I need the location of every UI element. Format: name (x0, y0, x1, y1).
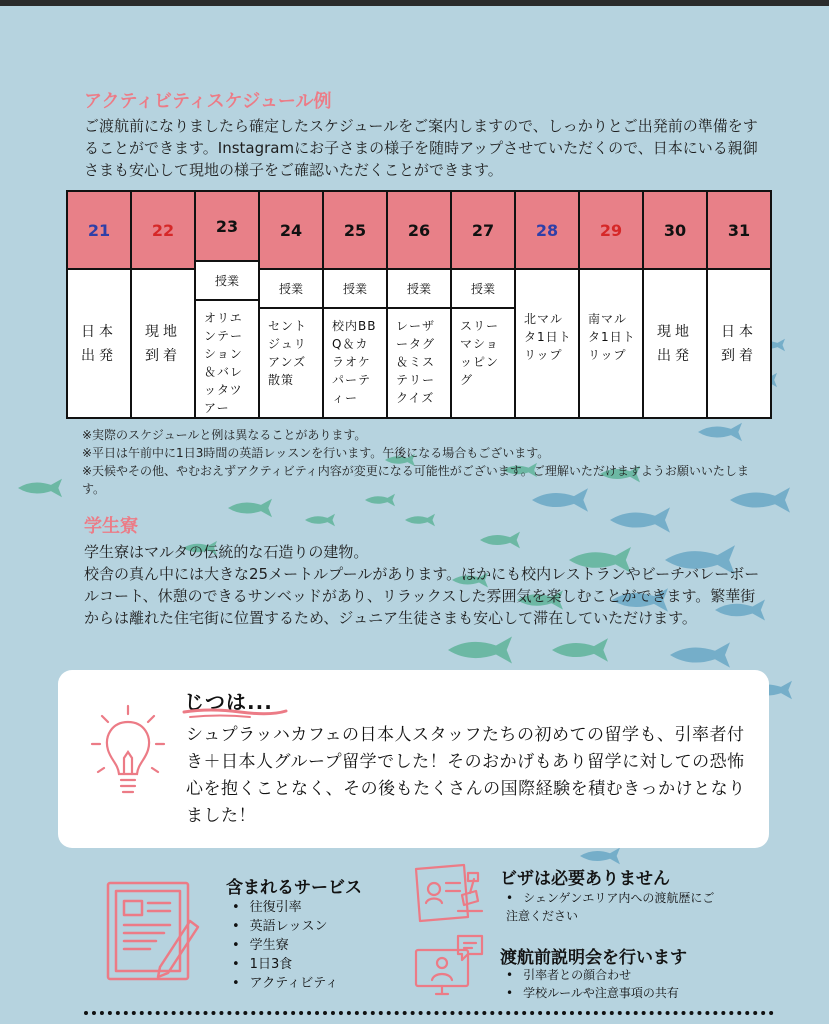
schedule-day-body (644, 270, 706, 417)
fish-icon (18, 479, 62, 497)
included-services-title: 含まれるサービス (226, 878, 362, 898)
schedule-column (324, 192, 388, 417)
schedule-activity: オリエンテーション＆バレッタツアー (204, 311, 244, 415)
dorm-line-2: 校舎の真ん中には大きな25メートルプールがあります。ほかにも校内レストランやビーチバレーボールコート、休憩のできるサンベッドがあり、リラックスした雰囲気を楽しむことができます。繁華街からは離れた住宅街に位置するため、ジュニア生徒さまも安心して滞在していただけます。 (84, 565, 760, 627)
fish-icon (580, 848, 620, 865)
schedule-lesson-label: 授業 (260, 270, 322, 309)
list-item: • アクティビティ (232, 974, 338, 993)
schedule-day-header: 22 (132, 192, 194, 270)
note-line: ※平日は午前中に1日3時間の英語レッスンを行います。午後になる場合もございます。 (82, 446, 550, 460)
schedule-day-header: 31 (708, 192, 770, 270)
schedule-activity: セントジュリアンズ散策 (268, 319, 308, 387)
schedule-day-header: 21 (68, 192, 130, 270)
schedule-day-header: 29 (580, 192, 642, 270)
list-item: • 引率者との顔合わせ (506, 966, 679, 984)
schedule-day-body (68, 270, 130, 417)
passport-stamp-icon (412, 861, 486, 927)
schedule-day-header: 23 (196, 192, 258, 262)
schedule-day-header: 24 (260, 192, 322, 270)
fish-icon (610, 507, 670, 532)
schedule-column (580, 192, 644, 417)
schedule-day-body (452, 270, 514, 417)
document-pen-icon (104, 877, 202, 987)
schedule-lesson-label: 授業 (388, 270, 450, 309)
schedule-activity: 日本到着 (721, 323, 757, 364)
schedule-column (388, 192, 452, 417)
fish-icon (228, 499, 272, 517)
briefing-title: 渡航前説明会を行います (500, 948, 687, 968)
visa-title: ビザは必要ありません (500, 869, 670, 889)
schedule-column (260, 192, 324, 417)
schedule-activity: レーザータグ＆ミステリークイズ (396, 319, 436, 405)
schedule-activity: 南マルタ1日トリップ (588, 312, 636, 362)
schedule-column (196, 192, 260, 417)
video-call-icon (412, 932, 486, 998)
schedule-column (708, 192, 770, 417)
schedule-lesson-label: 授業 (452, 270, 514, 309)
list-item: • 1日3食 (232, 955, 338, 974)
fish-icon (305, 514, 335, 527)
list-item: • 学校ルールや注意事項の共有 (506, 984, 679, 1002)
underline-squiggle-icon (180, 706, 290, 720)
schedule-column (68, 192, 132, 417)
schedule-column (516, 192, 580, 417)
schedule-section-title: アクティビティスケジュール例 (84, 91, 332, 112)
list-item: • 英語レッスン (232, 917, 338, 936)
schedule-activity: 日本出発 (81, 323, 117, 364)
schedule-lesson-label: 授業 (324, 270, 386, 309)
schedule-activity: 現地到着 (145, 323, 181, 364)
schedule-column (452, 192, 516, 417)
schedule-day-body (580, 270, 642, 417)
list-item: • シェンゲンエリア内への渡航歴にご注意ください (506, 889, 716, 925)
fish-icon (405, 514, 435, 527)
schedule-day-body (260, 270, 322, 417)
schedule-table (66, 190, 772, 419)
schedule-lesson-label: 授業 (196, 262, 258, 301)
schedule-day-body (388, 270, 450, 417)
schedule-activity: 北マルタ1日トリップ (524, 312, 572, 362)
schedule-day-body (516, 270, 578, 417)
schedule-day-body (132, 270, 194, 417)
note-line: ※実際のスケジュールと例は異なることがあります。 (82, 428, 367, 442)
briefing-list (506, 966, 679, 1002)
dorm-line-1: 学生寮はマルタの伝統的な石造りの建物。 (84, 543, 369, 561)
schedule-intro: ご渡航前になりましたら確定したスケジュールをご案内しますので、しっかりとご出発前の準備をすることができます。Instagramにお子さまの様子を随時アップさせていただくので、日本にいる親御さまも安心して現地の様子をご確認いただくことができます。 (84, 117, 758, 179)
schedule-notes (82, 426, 762, 498)
schedule-activity: スリーマショッピング (460, 319, 500, 387)
schedule-column (644, 192, 708, 417)
dotted-divider (84, 1011, 774, 1015)
visa-list (506, 889, 716, 925)
schedule-day-header: 28 (516, 192, 578, 270)
schedule-day-body (324, 270, 386, 417)
dorm-section-title: 学生寮 (84, 516, 138, 537)
dorm-text (84, 541, 768, 629)
schedule-day-body (196, 262, 258, 417)
schedule-activity: 校内BBQ＆カラオケパーティー (332, 319, 377, 405)
schedule-day-header: 26 (388, 192, 450, 270)
schedule-day-header: 27 (452, 192, 514, 270)
lightbulb-icon (88, 700, 168, 820)
fish-icon (552, 638, 608, 662)
list-item: • 往復引率 (232, 898, 338, 917)
schedule-activity: 現地出発 (657, 323, 693, 364)
schedule-day-header: 25 (324, 192, 386, 270)
included-services-list (232, 898, 338, 993)
schedule-day-body (708, 270, 770, 417)
list-item: • 学生寮 (232, 936, 338, 955)
fish-icon (670, 642, 730, 667)
fish-icon (448, 637, 512, 664)
callout-text: シュプラッハカフェの日本人スタッフたちの初めての留学も、引率者付き＋日本人グループ留学でした！そのおかげもあり留学に対しての恐怖心を抱くことなく、その後もたくさんの国際経験を積むきっかけとなりました！ (186, 725, 746, 826)
note-line: ※天候やその他、やむおえずアクティビティ内容が変更になる可能性がございます。ご理解いただけますようお願いいたします。 (82, 464, 749, 496)
schedule-day-header: 30 (644, 192, 706, 270)
schedule-column (132, 192, 196, 417)
callout-title: じつは... (184, 690, 273, 714)
